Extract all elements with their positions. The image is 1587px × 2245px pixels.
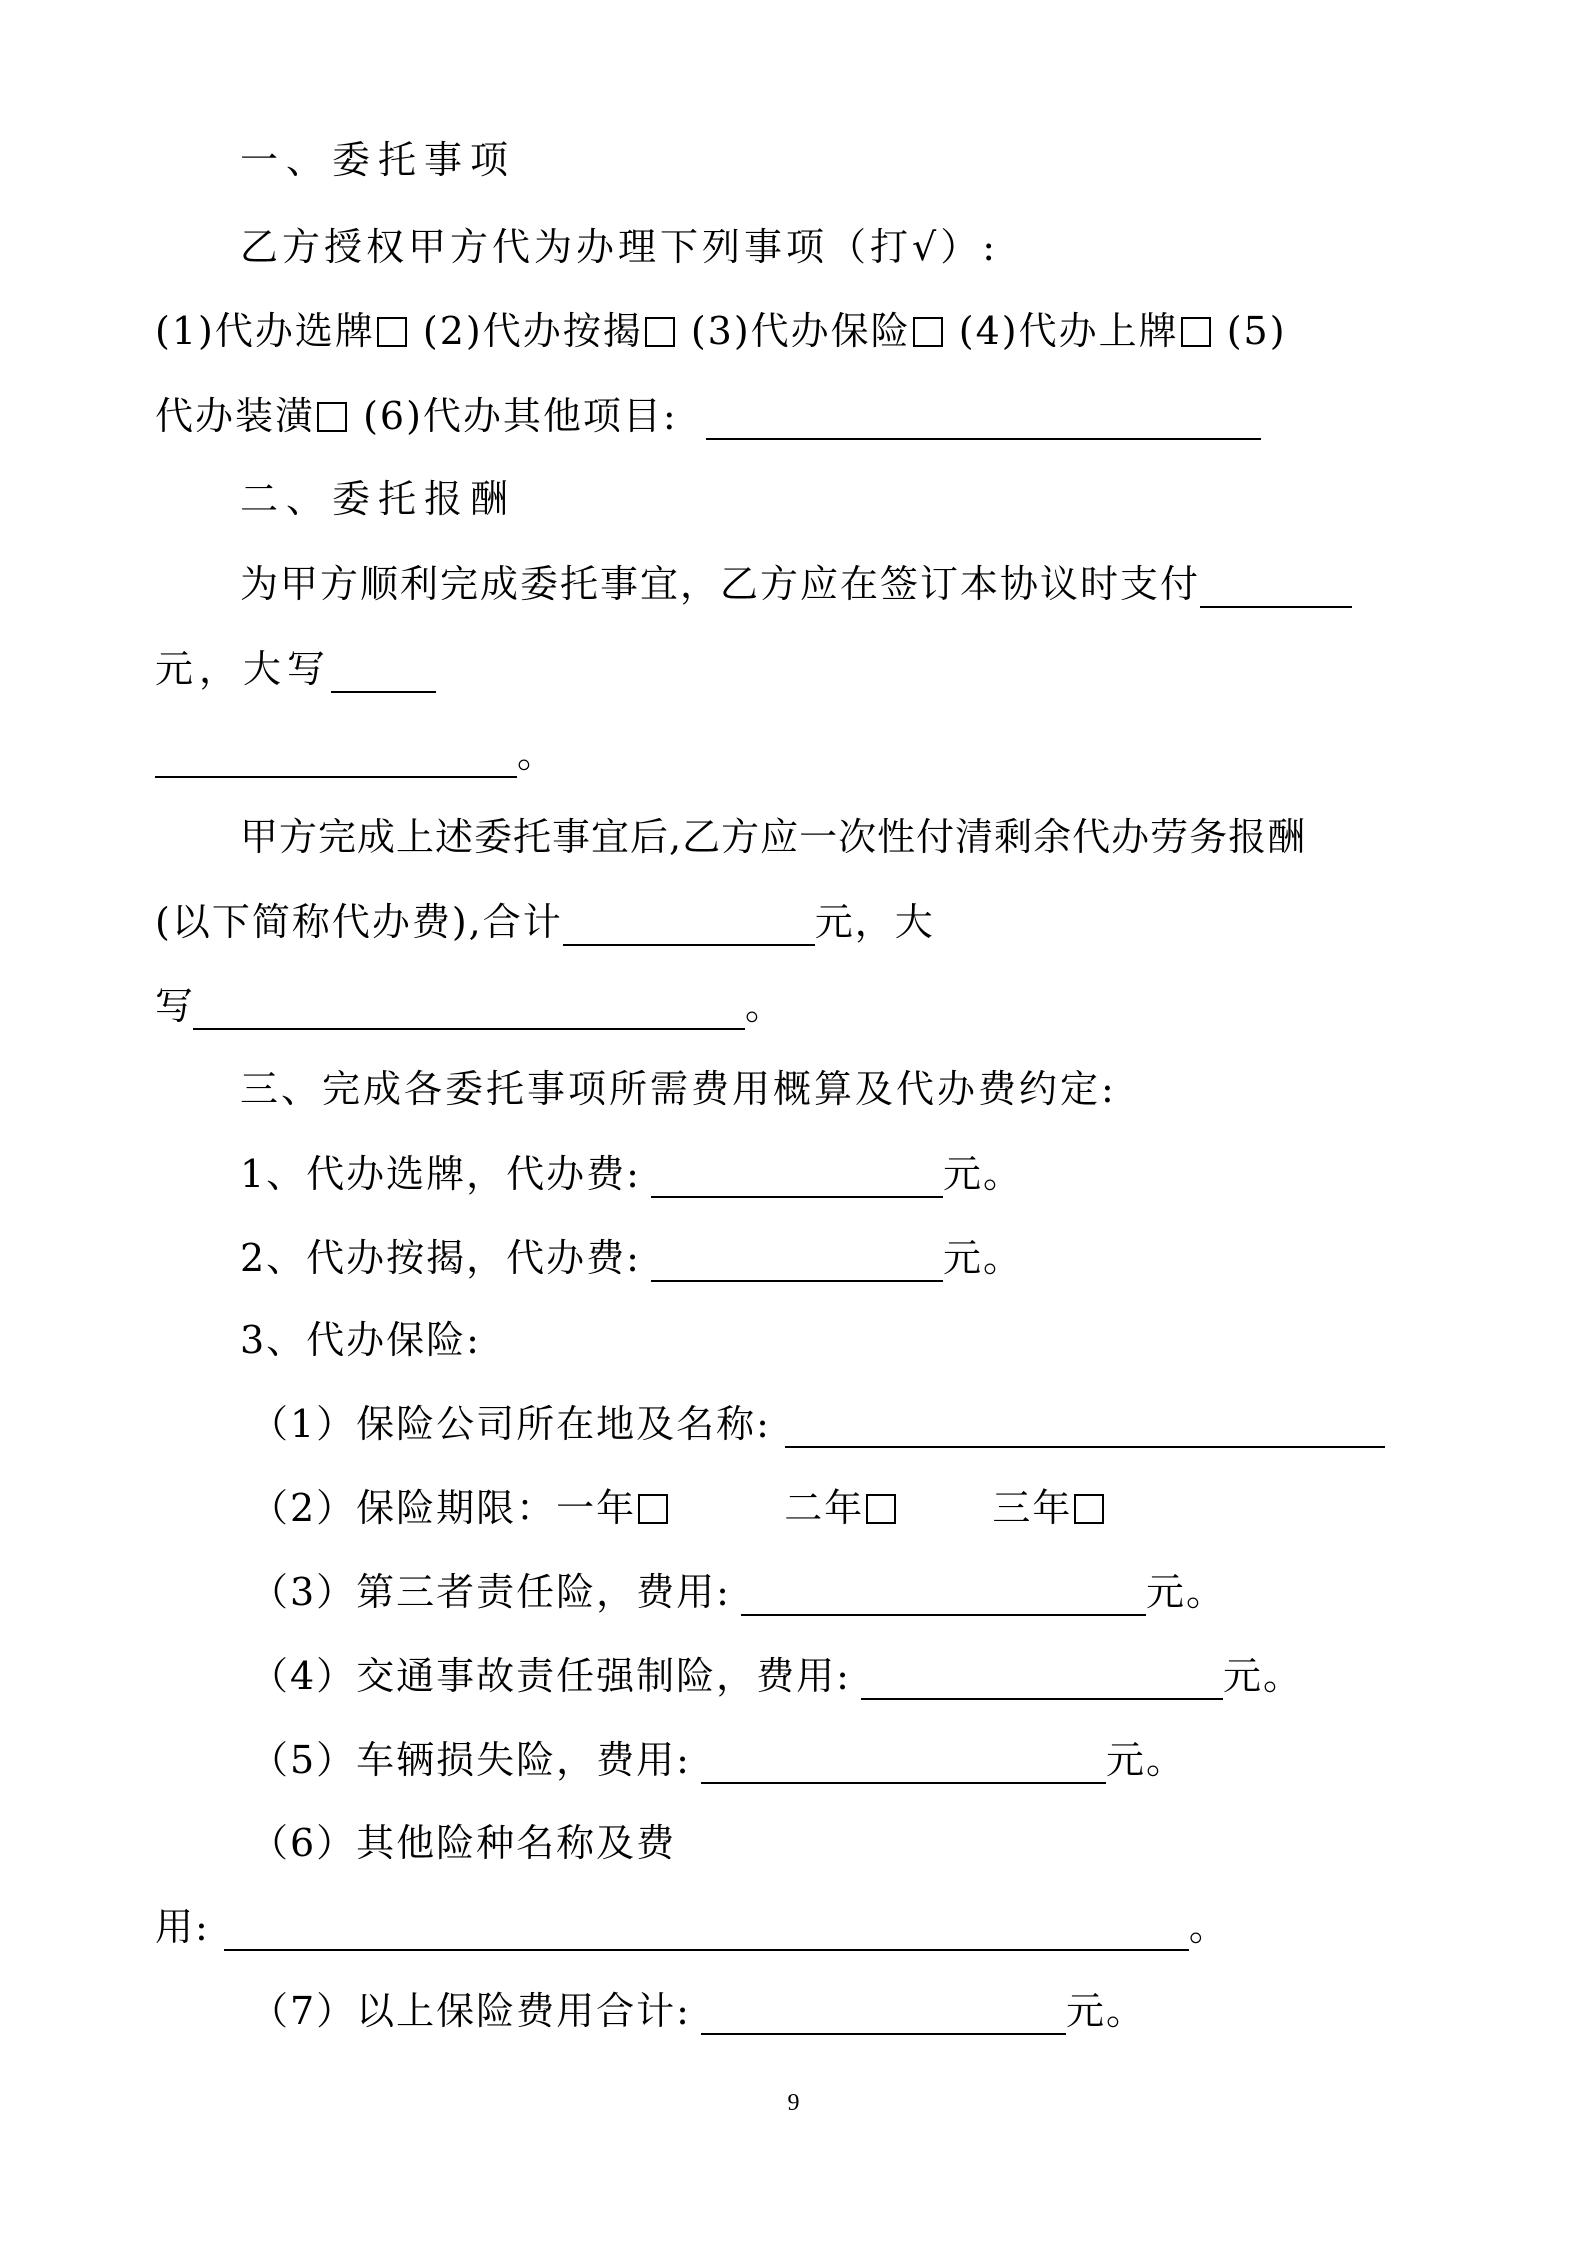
insurance-term-line — [250, 1484, 1106, 1532]
third-party-blank[interactable] — [741, 1574, 1146, 1616]
remaining-fee-total-label: (以下简称代办费),合计 — [155, 900, 563, 944]
section-1-heading: 一、委托事项 — [240, 138, 517, 182]
remaining-fee-total-line — [155, 898, 935, 946]
remaining-fee-uppercase-line — [155, 982, 783, 1030]
option-insurance-checkbox[interactable] — [913, 317, 943, 347]
compulsory-unit: 元。 — [1222, 1654, 1303, 1698]
section-2-heading: 二、委托报酬 — [240, 477, 517, 521]
deposit-uppercase-line-2 — [155, 730, 555, 778]
other-insurance-fee-line — [155, 1903, 1229, 1951]
other-insurance-fee-label: 用: — [155, 1905, 210, 1949]
remaining-fee-uppercase-blank[interactable] — [193, 988, 745, 1030]
term-two-year-label: 二年 — [784, 1486, 865, 1530]
option-other-blank[interactable] — [706, 398, 1261, 440]
insurer-line — [250, 1400, 1385, 1448]
deposit-uppercase-line — [155, 645, 436, 693]
insurance-total-label: （7）以上保险费用合计: — [250, 1989, 691, 2033]
option-insurance-label: (3)代办保险 — [690, 309, 911, 353]
fee-select-plate-line — [240, 1150, 1023, 1198]
option-decoration-checkbox[interactable] — [317, 402, 347, 432]
insurance-term-label: （2）保险期限：一年 — [250, 1486, 637, 1530]
deposit-amount-blank[interactable] — [1200, 566, 1352, 608]
deposit-uppercase-blank-a[interactable] — [331, 651, 436, 693]
other-insurance-blank[interactable] — [224, 1909, 1189, 1951]
insurance-total-unit: 元。 — [1065, 1989, 1146, 2033]
term-two-year-checkbox[interactable] — [866, 1494, 896, 1524]
remaining-fee-paragraph: 甲方完成上述委托事宜后,乙方应一次性付清剩余代办劳务报酬 — [240, 815, 1307, 859]
delegation-options-row-2 — [155, 392, 1261, 440]
other-insurance-line: （6）其他险种名称及费 — [250, 1821, 677, 1865]
deposit-uppercase-blank-b[interactable] — [155, 736, 517, 778]
insurance-total-blank[interactable] — [701, 1993, 1066, 2035]
term-three-year-checkbox[interactable] — [1074, 1494, 1104, 1524]
third-party-line — [250, 1568, 1226, 1616]
other-insurance-end-mark: 。 — [1188, 1905, 1229, 1949]
fee-select-plate-blank[interactable] — [651, 1156, 943, 1198]
deposit-uppercase-label: 元，大写 — [155, 647, 332, 691]
option-decoration-number: (5) — [1226, 309, 1287, 353]
page-number: 9 — [787, 2090, 800, 2116]
fee-mortgage-label: 2、代办按揭，代办费: — [240, 1236, 641, 1280]
insurer-blank[interactable] — [785, 1406, 1385, 1448]
remaining-fee-amount-blank[interactable] — [563, 904, 815, 946]
option-decoration-label: 代办装潢 — [155, 394, 316, 438]
delegation-options-row-1 — [155, 307, 1287, 355]
third-party-unit: 元。 — [1145, 1570, 1226, 1614]
fee-select-plate-label: 1、代办选牌，代办费: — [240, 1152, 641, 1196]
section-3-heading: 三、完成各委托事项所需费用概算及代办费约定: — [240, 1067, 1117, 1111]
vehicle-loss-label: （5）车辆损失险，费用: — [250, 1738, 691, 1782]
remaining-fee-unit: 元，大 — [814, 900, 935, 944]
deposit-paragraph — [240, 560, 1352, 608]
option-mortgage-checkbox[interactable] — [645, 317, 675, 347]
vehicle-loss-line — [250, 1736, 1186, 1784]
option-select-plate-checkbox[interactable] — [377, 317, 407, 347]
fee-select-plate-unit: 元。 — [942, 1152, 1023, 1196]
fee-mortgage-blank[interactable] — [651, 1240, 943, 1282]
deposit-end-mark: 。 — [517, 732, 556, 776]
term-one-year-checkbox[interactable] — [638, 1494, 668, 1524]
section-1-intro: 乙方授权甲方代为办理下列事项（打√）: — [240, 225, 1000, 269]
remaining-fee-uppercase-label: 写 — [155, 984, 194, 1028]
vehicle-loss-blank[interactable] — [701, 1742, 1106, 1784]
option-mortgage-label: (2)代办按揭 — [422, 309, 643, 353]
fee-mortgage-unit: 元。 — [942, 1236, 1023, 1280]
insurance-total-line — [250, 1987, 1146, 2035]
option-select-plate-label: (1)代办选牌 — [155, 309, 375, 353]
insurance-heading: 3、代办保险: — [240, 1318, 481, 1362]
option-register-plate-label: (4)代办上牌 — [958, 309, 1179, 353]
option-other-label: (6)代办其他项目: — [363, 394, 678, 438]
term-three-year-label: 三年 — [992, 1486, 1073, 1530]
insurer-label: （1）保险公司所在地及名称: — [250, 1402, 771, 1446]
deposit-text: 为甲方顺利完成委托事宜，乙方应在签订本协议时支付 — [240, 562, 1201, 606]
compulsory-blank[interactable] — [861, 1658, 1223, 1700]
vehicle-loss-unit: 元。 — [1105, 1738, 1186, 1782]
remaining-fee-end-mark: 。 — [745, 984, 784, 1028]
compulsory-label: （4）交通事故责任强制险，费用: — [250, 1654, 851, 1698]
option-register-plate-checkbox[interactable] — [1181, 317, 1211, 347]
third-party-label: （3）第三者责任险，费用: — [250, 1570, 731, 1614]
fee-mortgage-line — [240, 1234, 1023, 1282]
compulsory-line — [250, 1652, 1303, 1700]
